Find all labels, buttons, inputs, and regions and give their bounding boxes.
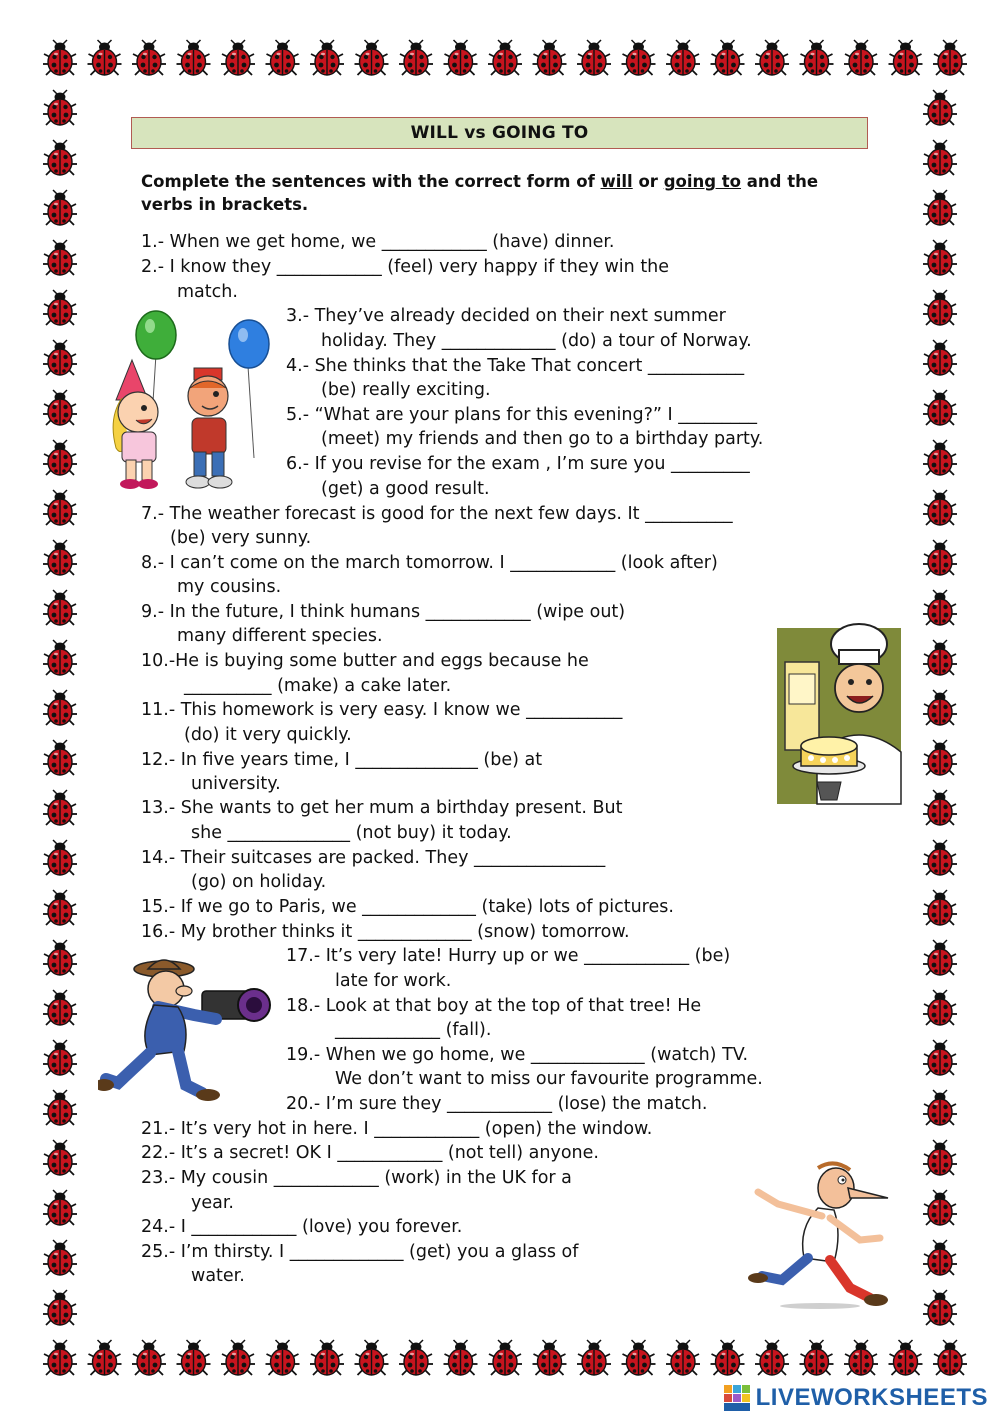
ladybug-icon	[43, 1090, 77, 1125]
ladybug-icon	[755, 1340, 789, 1375]
ladybug-icon	[933, 1340, 967, 1375]
exercise-line[interactable]: 19.- When we go home, we _____________ (watch) TV.	[286, 1045, 749, 1065]
exercise-line[interactable]: 21.- It’s very hot in here. I ____________ (open) the window.	[141, 1119, 653, 1139]
ladybug-icon	[43, 740, 77, 775]
ladybug-icon	[43, 1190, 77, 1225]
exercise-line[interactable]: 24.- I ____________ (love) you forever.	[141, 1217, 463, 1237]
ladybug-icon	[43, 40, 77, 75]
exercise-line: (be) really exciting.	[321, 380, 491, 400]
ladybug-icon	[844, 40, 878, 75]
ladybug-icon	[923, 640, 957, 675]
ladybug-icon	[444, 40, 478, 75]
ladybug-icon	[266, 1340, 300, 1375]
balloons-kids-illustration	[108, 308, 278, 498]
exercise-line[interactable]: 6.- If you revise for the exam , I’m sure you _________	[286, 454, 750, 474]
instructions	[141, 170, 866, 216]
ladybug-icon	[622, 1340, 656, 1375]
exercise-line[interactable]: 1.- When we get home, we ____________ (have) dinner.	[141, 232, 615, 252]
ladybug-icon	[43, 640, 77, 675]
ladybug-icon	[43, 940, 77, 975]
ladybug-icon	[132, 40, 166, 75]
ladybug-icon	[221, 1340, 255, 1375]
ladybug-icon	[43, 490, 77, 525]
exercise-line: (go) on holiday.	[191, 872, 327, 892]
ladybug-icon	[533, 40, 567, 75]
ladybug-icon	[755, 40, 789, 75]
ladybug-icon	[310, 40, 344, 75]
exercise-line[interactable]: she ______________ (not buy) it today.	[191, 823, 512, 843]
exercise-line: water.	[191, 1266, 245, 1286]
ladybug-icon	[43, 240, 77, 275]
ladybug-icon	[221, 40, 255, 75]
exercise-line[interactable]: 5.- “What are your plans for this evening?” I _________	[286, 405, 757, 425]
ladybug-icon	[43, 90, 77, 125]
instructions-will: will	[600, 172, 633, 191]
exercise-line[interactable]: 22.- It’s a secret! OK I ____________ (not tell) anyone.	[141, 1143, 599, 1163]
photographer-illustration	[98, 955, 278, 1103]
exercise-line[interactable]: 8.- I can’t come on the march tomorrow. I ____________ (look after)	[141, 553, 718, 573]
ladybug-icon	[399, 1340, 433, 1375]
ladybug-icon	[923, 540, 957, 575]
ladybug-icon	[933, 40, 967, 75]
exercise-line[interactable]: 25.- I’m thirsty. I _____________ (get) you a glass of	[141, 1242, 579, 1262]
liveworksheets-logo-icon	[724, 1385, 750, 1411]
worksheet-title	[131, 117, 868, 149]
ladybug-icon	[923, 990, 957, 1025]
ladybug-icon	[800, 40, 834, 75]
exercise-line: 18.- Look at that boy at the top of that tree! He	[286, 996, 702, 1016]
ladybug-icon	[923, 890, 957, 925]
instructions-text-1: Complete the sentences with the correct form of	[141, 172, 601, 191]
ladybug-icon	[923, 790, 957, 825]
ladybug-icon	[923, 1240, 957, 1275]
ladybug-icon	[889, 1340, 923, 1375]
ladybug-icon	[88, 1340, 122, 1375]
exercise-line[interactable]: __________ (make) a cake later.	[184, 676, 452, 696]
ladybug-icon	[43, 1040, 77, 1075]
ladybug-icon	[711, 1340, 745, 1375]
ladybug-icon	[310, 1340, 344, 1375]
ladybug-icon	[622, 40, 656, 75]
ladybug-icon	[266, 40, 300, 75]
ladybug-icon	[399, 40, 433, 75]
ladybug-icon	[177, 1340, 211, 1375]
ladybug-icon	[889, 40, 923, 75]
ladybug-icon	[923, 140, 957, 175]
ladybug-icon	[43, 590, 77, 625]
ladybug-icon	[923, 1140, 957, 1175]
ladybug-icon	[488, 40, 522, 75]
ladybug-icon	[923, 440, 957, 475]
liveworksheets-footer	[724, 1384, 988, 1412]
ladybug-icon	[43, 690, 77, 725]
ladybug-icon	[43, 1340, 77, 1375]
ladybug-icon	[666, 1340, 700, 1375]
title-text: WILL vs GOING TO	[410, 123, 589, 143]
ladybug-icon	[132, 1340, 166, 1375]
ladybug-icon	[844, 1340, 878, 1375]
ladybug-icon	[444, 1340, 478, 1375]
exercise-line[interactable]: 17.- It’s very late! Hurry up or we ____________ (be)	[286, 946, 731, 966]
exercise-line: many different species.	[177, 626, 383, 646]
ladybug-icon	[923, 690, 957, 725]
ladybug-icon	[43, 190, 77, 225]
exercise-line[interactable]: 15.- If we go to Paris, we _____________ (take) lots of pictures.	[141, 897, 674, 917]
ladybug-icon	[923, 840, 957, 875]
exercise-line: 3.- They’ve already decided on their next summer	[286, 306, 726, 326]
exercise-line[interactable]: 7.- The weather forecast is good for the next few days. It __________	[141, 504, 733, 524]
chef-cake-illustration	[777, 622, 907, 810]
running-man-illustration	[738, 1158, 900, 1310]
exercise-line: (meet) my friends and then go to a birthday party.	[321, 429, 764, 449]
ladybug-icon	[355, 40, 389, 75]
ladybug-icon	[923, 90, 957, 125]
ladybug-icon	[711, 40, 745, 75]
ladybug-icon	[43, 1140, 77, 1175]
ladybug-icon	[533, 1340, 567, 1375]
ladybug-icon	[43, 840, 77, 875]
ladybug-icon	[666, 40, 700, 75]
ladybug-icon	[923, 490, 957, 525]
exercise-line: my cousins.	[177, 577, 282, 597]
ladybug-icon	[43, 790, 77, 825]
exercise-line: university.	[191, 774, 281, 794]
exercise-line: (do) it very quickly.	[184, 725, 352, 745]
exercise-line[interactable]: ____________ (fall).	[335, 1020, 492, 1040]
exercise-line[interactable]: 11.- This homework is very easy. I know we ___________	[141, 700, 623, 720]
ladybug-icon	[923, 1290, 957, 1325]
ladybug-icon	[800, 1340, 834, 1375]
ladybug-icon	[43, 290, 77, 325]
ladybug-icon	[43, 340, 77, 375]
exercise-line: 13.- She wants to get her mum a birthday present. But	[141, 798, 623, 818]
ladybug-icon	[923, 190, 957, 225]
instructions-or: or	[632, 172, 664, 191]
ladybug-icon	[43, 1290, 77, 1325]
ladybug-icon	[43, 440, 77, 475]
exercise-line: match.	[177, 282, 238, 302]
exercise-line[interactable]: 12.- In five years time, I ______________ (be) at	[141, 750, 543, 770]
exercise-line: year.	[191, 1193, 234, 1213]
ladybug-icon	[88, 40, 122, 75]
ladybug-icon	[43, 390, 77, 425]
ladybug-icon	[923, 240, 957, 275]
ladybug-icon	[923, 940, 957, 975]
ladybug-icon	[923, 340, 957, 375]
exercise-line: 10.-He is buying some butter and eggs because he	[141, 651, 589, 671]
ladybug-icon	[923, 1040, 957, 1075]
exercise-line: late for work.	[335, 971, 452, 991]
ladybug-icon	[577, 1340, 611, 1375]
exercise-line: We don’t want to miss our favourite programme.	[335, 1069, 763, 1089]
ladybug-icon	[923, 740, 957, 775]
ladybug-icon	[923, 1190, 957, 1225]
ladybug-icon	[488, 1340, 522, 1375]
exercise-line: (get) a good result.	[321, 479, 490, 499]
ladybug-icon	[923, 290, 957, 325]
ladybug-icon	[923, 390, 957, 425]
exercise-line[interactable]: holiday. They _____________ (do) a tour of Norway.	[321, 331, 752, 351]
exercise-line[interactable]: 4.- She thinks that the Take That concert ___________	[286, 356, 745, 376]
ladybug-icon	[577, 40, 611, 75]
ladybug-icon	[43, 990, 77, 1025]
ladybug-icon	[43, 890, 77, 925]
ladybug-icon	[43, 540, 77, 575]
liveworksheets-brand[interactable]: LIVEWORKSHEETS	[755, 1384, 988, 1411]
exercise-line[interactable]: 9.- In the future, I think humans ____________ (wipe out)	[141, 602, 626, 622]
exercise-line[interactable]: 20.- I’m sure they ____________ (lose) the match.	[286, 1094, 708, 1114]
ladybug-icon	[923, 590, 957, 625]
exercise-line[interactable]: 16.- My brother thinks it _____________ (snow) tomorrow.	[141, 922, 630, 942]
ladybug-icon	[923, 1090, 957, 1125]
instructions-going-to: going to	[663, 172, 742, 191]
ladybug-icon	[43, 140, 77, 175]
exercise-line[interactable]: 14.- Their suitcases are packed. They _______________	[141, 848, 606, 868]
exercise-line[interactable]: 23.- My cousin ____________ (work) in the UK for a	[141, 1168, 572, 1188]
exercise-line[interactable]: 2.- I know they ____________ (feel) very happy if they win the	[141, 257, 670, 277]
exercise-line: (be) very sunny.	[170, 528, 312, 548]
ladybug-icon	[43, 1240, 77, 1275]
instructions-text-2: and the verbs in brackets.	[141, 172, 819, 214]
ladybug-icon	[177, 40, 211, 75]
ladybug-icon	[355, 1340, 389, 1375]
